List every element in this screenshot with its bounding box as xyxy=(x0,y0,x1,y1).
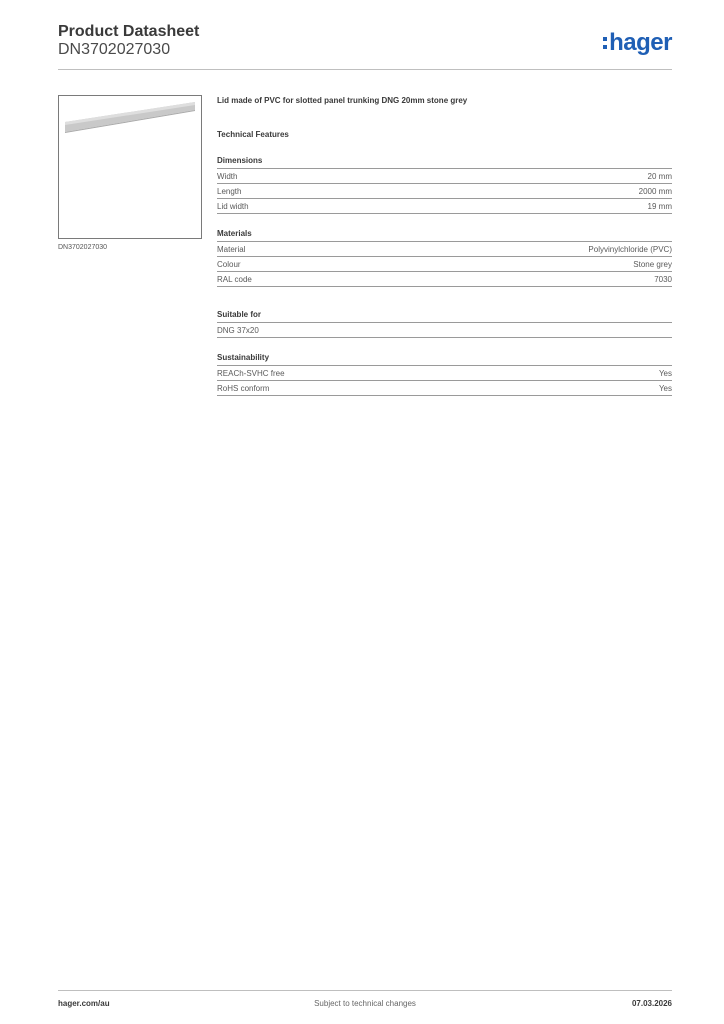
row-value: Yes xyxy=(658,369,672,378)
row-label: Material xyxy=(217,245,246,254)
section-dimensions xyxy=(217,155,672,214)
image-caption: DN3702027030 xyxy=(58,244,108,251)
table-row xyxy=(217,257,672,272)
table-row xyxy=(217,366,672,381)
hager-logo xyxy=(603,29,672,57)
row-value: Yes xyxy=(658,384,672,393)
page-footer xyxy=(58,990,672,1013)
section-title: Dimensions xyxy=(217,155,672,169)
product-details xyxy=(217,95,672,396)
row-label: Lid width xyxy=(217,202,249,211)
row-label: Width xyxy=(217,172,238,181)
row-value: Stone grey xyxy=(633,260,672,269)
product-image xyxy=(58,95,202,239)
row-label: REACh-SVHC free xyxy=(217,369,285,378)
technical-features-heading: Technical Features xyxy=(217,130,289,139)
row-value: 19 mm xyxy=(647,202,672,211)
table-row xyxy=(217,242,672,257)
product-number: DN3702027030 xyxy=(58,41,171,58)
section-suitable-for xyxy=(217,309,672,338)
row-label: RoHS conform xyxy=(217,384,270,393)
document-title: Product Datasheet xyxy=(58,23,200,40)
footer-date: 07.03.2026 xyxy=(631,999,672,1008)
logo-colon-icon xyxy=(603,32,607,54)
row-value: 7030 xyxy=(654,275,672,284)
row-label: DNG 37x20 xyxy=(217,326,259,335)
product-description: Lid made of PVC for slotted panel trunking DNG 20mm stone grey xyxy=(217,96,468,105)
table-row xyxy=(217,169,672,184)
table-row xyxy=(217,184,672,199)
footer-website-link[interactable]: hager.com/au xyxy=(58,999,110,1008)
table-row xyxy=(217,199,672,214)
section-materials xyxy=(217,228,672,287)
table-row xyxy=(217,272,672,287)
section-title: Sustainability xyxy=(217,352,672,366)
footer-notice: Subject to technical changes xyxy=(314,999,416,1008)
row-label: Length xyxy=(217,187,242,196)
trunking-lid-image xyxy=(59,96,201,238)
table-row xyxy=(217,381,672,396)
section-title: Suitable for xyxy=(217,309,672,323)
row-value: 20 mm xyxy=(647,172,672,181)
table-row xyxy=(217,323,672,338)
section-sustainability xyxy=(217,352,672,396)
page-header xyxy=(58,22,672,70)
row-label: RAL code xyxy=(217,275,252,284)
row-value: Polyvinylchloride (PVC) xyxy=(588,245,672,254)
row-value: 2000 mm xyxy=(638,187,672,196)
row-label: Colour xyxy=(217,260,241,269)
logo-text: hager xyxy=(609,29,672,56)
section-title: Materials xyxy=(217,228,672,242)
